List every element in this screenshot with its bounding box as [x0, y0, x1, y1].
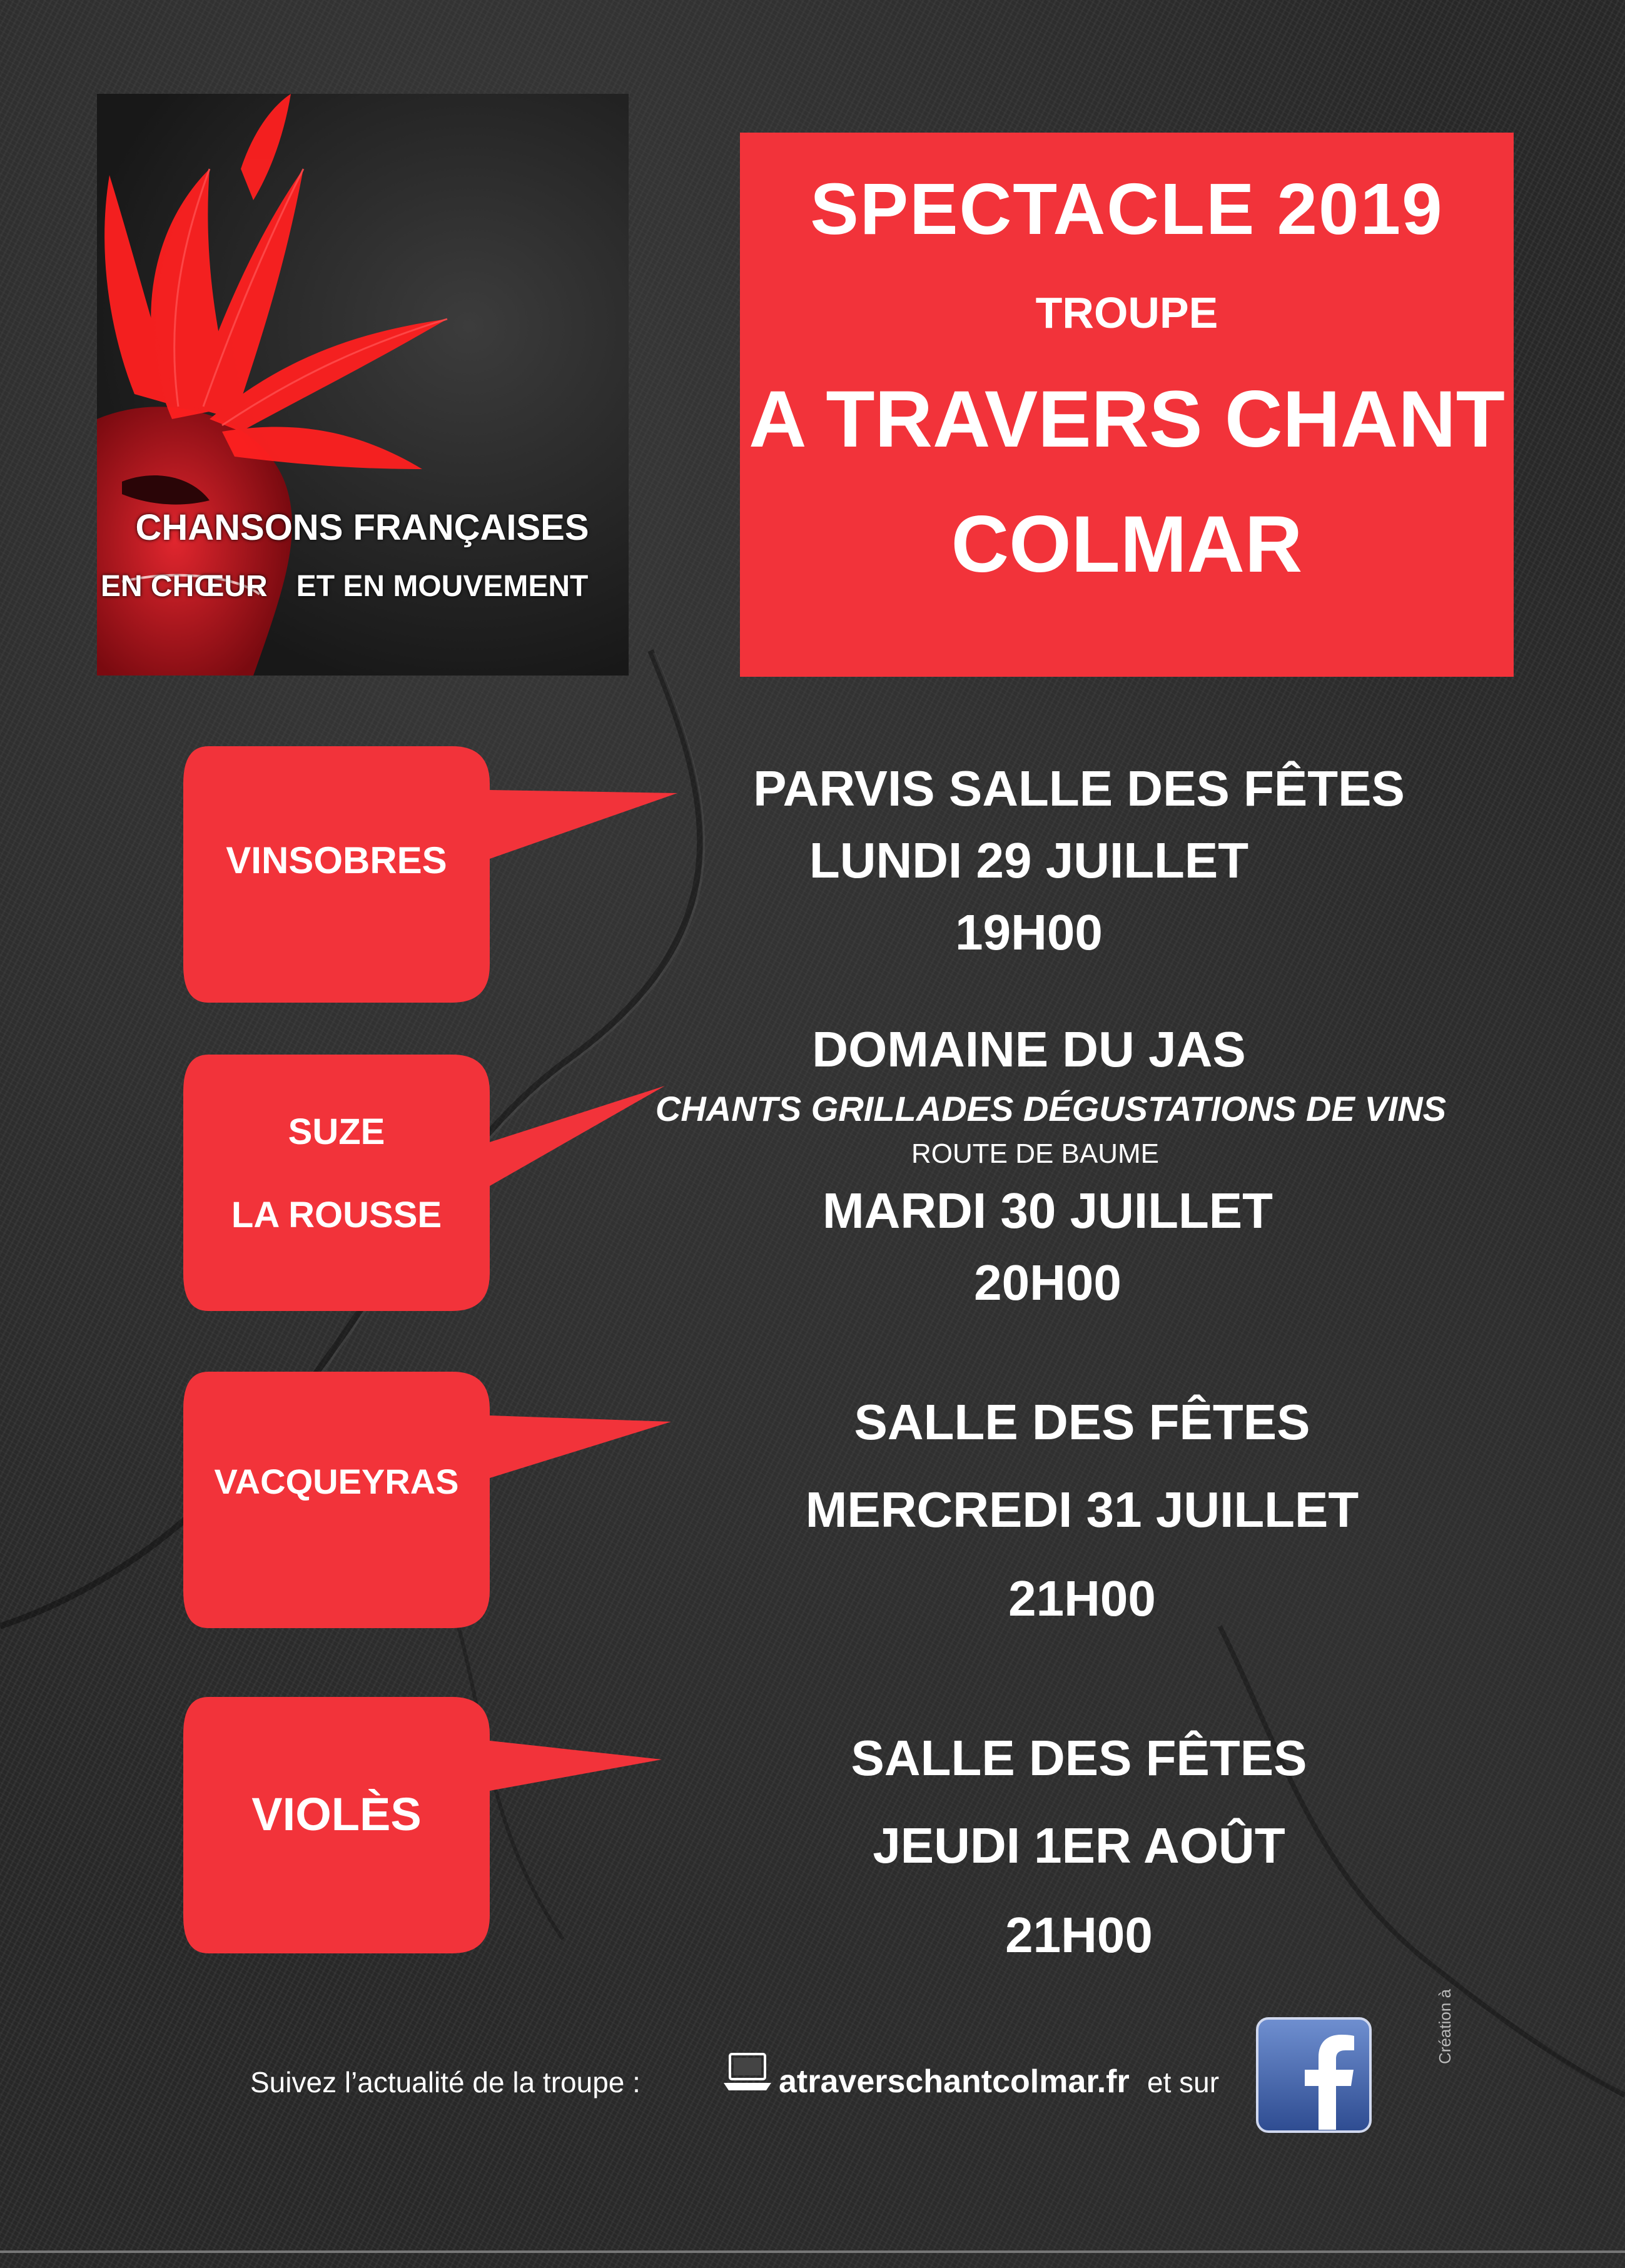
photo-caption-choir: EN CHŒUR [101, 570, 268, 603]
title-troupe: TROUPE [1035, 288, 1218, 337]
town-violes: VIOLÈS [251, 1788, 422, 1840]
photo-caption-line1: CHANSONS FRANÇAISES [135, 507, 589, 548]
laptop-icon [722, 2052, 772, 2095]
event2-time: 20H00 [974, 1255, 1121, 1310]
mask-photo [97, 94, 629, 676]
event3-date: MERCREDI 31 JUILLET [805, 1482, 1359, 1537]
title-city: COLMAR [951, 500, 1303, 589]
event1-venue: PARVIS SALLE DES FÊTES [753, 761, 1405, 816]
event1-time: 19H00 [955, 904, 1103, 960]
town-vacqueyras: VACQUEYRAS [214, 1462, 459, 1501]
event2-activities: CHANTS GRILLADES DÉGUSTATIONS DE VINS [655, 1089, 1447, 1128]
title-box [740, 133, 1514, 677]
event4-venue: SALLE DES FÊTES [851, 1730, 1307, 1786]
title-spectacle: SPECTACLE 2019 [810, 168, 1444, 250]
footer-follow: Suivez l’actualité de la troupe : [250, 2066, 640, 2098]
event3-venue: SALLE DES FÊTES [854, 1394, 1310, 1450]
event4-date: JEUDI 1ER AOÛT [873, 1818, 1285, 1873]
photo-caption-line2 [101, 569, 617, 604]
event1-date: LUNDI 29 JUILLET [809, 833, 1249, 888]
town-la-rousse: LA ROUSSE [231, 1195, 442, 1235]
event2-date: MARDI 30 JUILLET [822, 1183, 1273, 1238]
event4-time: 21H00 [1005, 1907, 1153, 1963]
credit-text: Création à [1435, 1989, 1454, 2064]
town-suze: SUZE [288, 1111, 385, 1152]
title-troupe-name: A TRAVERS CHANT [749, 375, 1505, 464]
event2-road: ROUTE DE BAUME [911, 1138, 1160, 1169]
event2-venue: DOMAINE DU JAS [812, 1021, 1246, 1077]
town-vinsobres: VINSOBRES [226, 839, 447, 881]
website-link[interactable]: atraverschantcolmar.fr [779, 2063, 1130, 2100]
event3-time: 21H00 [1008, 1571, 1156, 1626]
facebook-icon[interactable] [1256, 2017, 1372, 2133]
photo-caption-movement: ET EN MOUVEMENT [296, 570, 589, 603]
bottom-border [0, 2250, 1625, 2253]
footer-and-on: et sur [1147, 2066, 1220, 2098]
